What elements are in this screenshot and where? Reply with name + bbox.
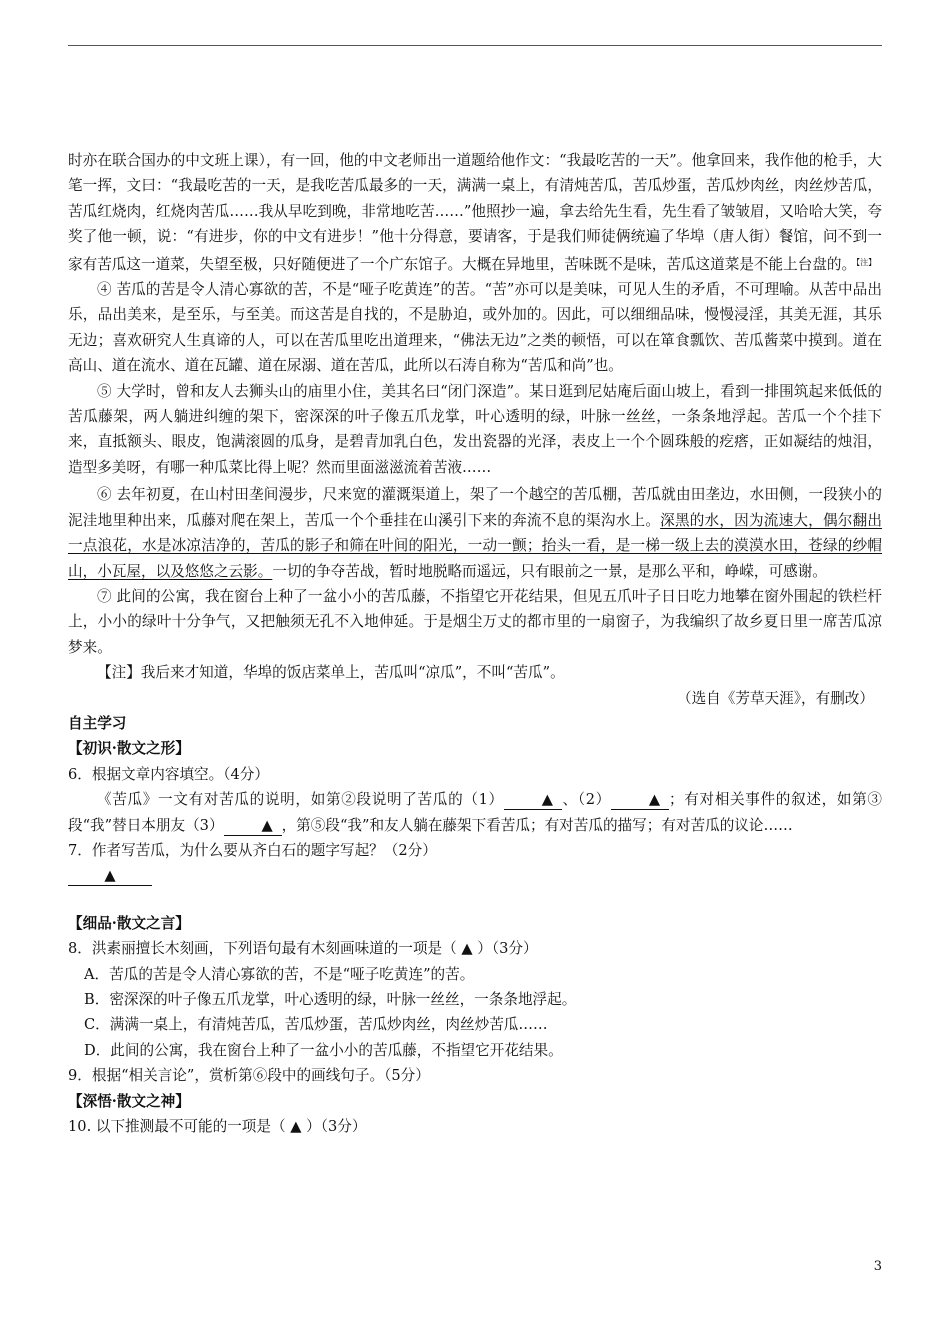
- question-6-stem: 6．根据文章内容填空。（4分）: [68, 765, 269, 783]
- header-rule: [68, 45, 882, 46]
- paragraph-text: 时亦在联合国办的中文班上课），有一回，他的中文老师出一道题给他作文：“我最吃苦的一天”。他拿回来，我作他的枪手，大笔一挥，文曰：“我最吃苦的一天，是我吃苦瓜最多的一天，满满一桌上，有清炖苦瓜，苦瓜炒蛋，苦瓜炒肉丝，肉丝炒苦瓜，苦瓜红烧肉，红烧肉苦瓜……我从早吃到晚，非常地吃苦……”他照抄一遍，拿去给先生看，先生看了皱皱眉，又哈哈大笑，夸奖了他一顿，说：“有进步，你的中文有进步！”他十分得意，要请客，于是我们师徒俩统遍了华埠（唐人街）餐馆，问不到一家有苦瓜这一道菜，失望至极，只好随便进了一个广东馆子。大概在异地里，苦味既不是味，苦瓜这道菜是不能上台盘的。: [68, 152, 882, 273]
- q10-text-a: 10. 以下推测最不可能的一项是（: [68, 1118, 286, 1136]
- section-title: 自主学习: [68, 714, 127, 732]
- answer-line-q7[interactable]: ▲: [68, 867, 152, 886]
- document-body: [68, 148, 882, 1139]
- answer-mark-q8[interactable]: ▲: [461, 940, 473, 958]
- part3-header: 【深悟·散文之神】: [68, 1092, 190, 1110]
- page-number: 3: [873, 1259, 882, 1274]
- q6-text-a: 《苦瓜》一文有对苦瓜的说明，如第②段说明了苦瓜的（1）: [97, 791, 504, 809]
- paragraph-6-text: ⑥ 去年初夏，在山村田垄间漫步，尺来宽的灌溉渠道上，架了一个越空的苦瓜棚，苦瓜就由田垄边，水田侧，一段狭小的泥洼地里种出来，瓜藤对爬在架上，苦瓜一个个垂挂在山溪引下来的奔流不息的渠沟水上。: [68, 486, 882, 529]
- question-7-answer: [68, 863, 882, 888]
- option-c[interactable]: C．满满一桌上，有清炖苦瓜，苦瓜炒蛋，苦瓜炒肉丝，肉丝炒苦瓜……: [84, 1016, 548, 1034]
- q8-text-a: 8．洪素丽擅长木刻画，下列语句最有木刻画味道的一项是（: [68, 940, 457, 958]
- underlined-sentence: 深黑的水，因为流速大，偶尔翻出一点浪花，水是冰凉洁净的，苦瓜的影子和筛在叶间的阳光，一动一颤；抬头一看，是一梯一级上去的漠漠水田，苍绿的纱帽山，小瓦屋，以及悠悠之云影。: [68, 511, 882, 580]
- question-9-stem: 9．根据“相关言论”，赏析第⑥段中的画线句子。（5分）: [68, 1067, 430, 1085]
- question-6-body: [68, 787, 882, 838]
- paragraph-4: ④ 苦瓜的苦是令人清心寡欲的苦，不是“哑子吃黄连”的苦。“苦”亦可以是美味，可见人生的矛盾，不可理喻。从苦中品出乐，品出美来，是至乐，与至美。而这苦是自找的，不是胁迫，或外加的。因此，可以细细品味，慢慢浸淫，其美无涯，其乐无边；喜欢研究人生真谛的人，可以在苦瓜里吃出道理来，“佛法无边”之类的顿悟，可以在箪食瓢饮、苦瓜酱菜中摸到。道在高山、道在流水、道在瓦罐、道在尿溺、道在苦瓜，此所以石涛自称为“苦瓜和尚”也。: [68, 281, 882, 375]
- question-7-stem: 7．作者写苦瓜，为什么要从齐白石的题字写起？（2分）: [68, 841, 437, 859]
- spacer: [68, 889, 882, 911]
- q8-text-b: ）（3分）: [477, 940, 538, 958]
- option-a[interactable]: A．苦瓜的苦是令人清心寡欲的苦，不是“哑子吃黄连”的苦。: [84, 965, 475, 983]
- paragraph-7: ⑦ 此间的公寓，我在窗台上种了一盆小小的苦瓜藤，不指望它开花结果，但见五爪叶子日日吃力地攀在窗外围起的铁栏杆上，小小的绿叶十分争气，又把触须无孔不入地伸延。于是烟尘万丈的都市里的一扇窗子，为我编织了故乡夏日里一席苦瓜凉梦来。: [68, 587, 882, 656]
- answer-blank-3[interactable]: ▲: [224, 817, 282, 836]
- question-8-stem: [68, 936, 882, 961]
- part2-header: 【细品·散文之言】: [68, 914, 190, 932]
- answer-blank-2[interactable]: ▲: [611, 791, 669, 810]
- part1-header: 【初识·散文之形】: [68, 740, 190, 758]
- footnote: 【注】我后来才知道，华埠的饭店菜单上，苦瓜叫“凉瓜”，不叫“苦瓜”。: [97, 664, 565, 682]
- answer-blank-1[interactable]: ▲: [504, 791, 562, 810]
- option-b[interactable]: B．密深深的叶子像五爪龙掌，叶心透明的绿，叶脉一丝丝，一条条地浮起。: [84, 991, 577, 1008]
- paragraph-6: [68, 482, 882, 584]
- q6-text-b: 、（2）: [561, 791, 611, 809]
- q6-text-d: ，第⑤段“我”和友人躺在藤架下看苦瓜；有对苦瓜的描写；有对苦瓜的议论……: [281, 816, 793, 834]
- q6-text-c: ；有对相关事件的叙述，如第③段“我”替日本朋友（3）: [68, 791, 882, 834]
- paragraph-5: ⑤ 大学时，曾和友人去狮头山的庙里小住，美其名曰“闭门深造”。某日逛到尼姑庵后面山坡上，看到一排围筑起来低低的苦瓜藤架，两人躺进纠缠的架下，密深深的叶子像五爪龙掌，叶心透明的绿，叶脉一丝丝，一条条地浮起。苦瓜一个个挂下来，直抵额头、眼皮，饱满滚圆的瓜身，是碧青加乳白色，发出瓷器的光泽，表皮上一个个圆珠般的疙瘩，正如凝结的烛泪，造型多美呀，有哪一种瓜菜比得上呢？然而里面滋滋流着苦液……: [68, 382, 882, 476]
- note-marker: 【注】: [856, 257, 877, 267]
- q10-text-b: ）（3分）: [306, 1118, 367, 1136]
- question-10-stem: [68, 1114, 882, 1139]
- answer-mark-q10[interactable]: ▲: [290, 1118, 302, 1136]
- source-citation: （选自《芳草天涯》，有删改）: [676, 689, 874, 707]
- paragraph-6-tail: 一切的争夺苦战，暂时地脱略而遥远，只有眼前之一景，是那么平和，峥嵘，可感谢。: [272, 562, 827, 580]
- paragraph-3-continued: [68, 148, 882, 277]
- option-d[interactable]: D．此间的公寓，我在窗台上种了一盆小小的苦瓜藤，不指望它开花结果。: [84, 1041, 563, 1059]
